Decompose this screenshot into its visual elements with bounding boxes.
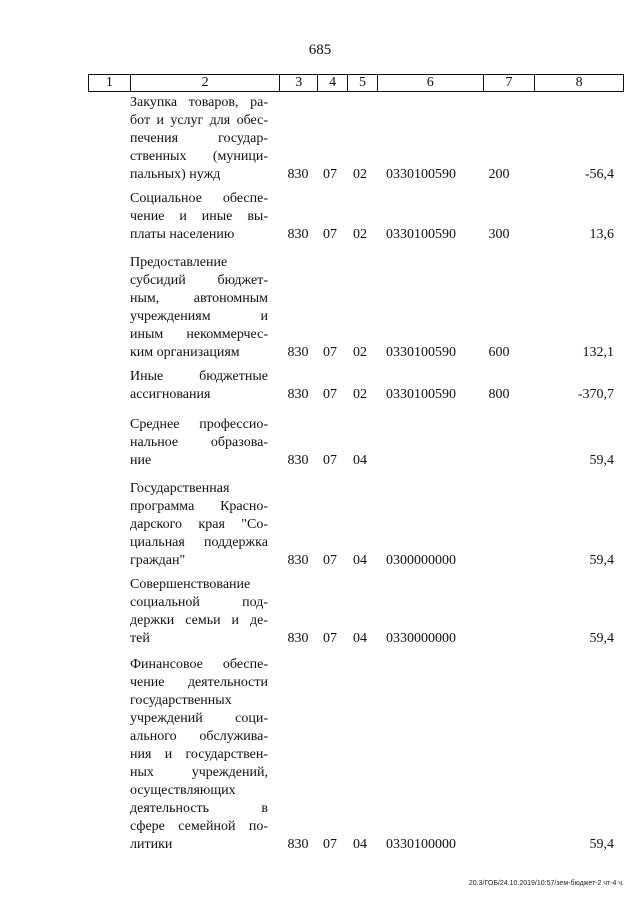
cell-col-4: 07 bbox=[323, 167, 337, 182]
description-line: ассигнования bbox=[130, 387, 211, 402]
description-line: циальная поддержка bbox=[130, 535, 268, 550]
description-line: ального обслужива- bbox=[130, 729, 268, 744]
row-description bbox=[130, 416, 268, 470]
row-description bbox=[130, 576, 268, 648]
page-number: 685 bbox=[308, 42, 332, 58]
description-line: ных учреждений, bbox=[130, 765, 268, 780]
header-col-5: 5 bbox=[348, 75, 378, 91]
cell-col-4: 07 bbox=[323, 631, 337, 646]
cell-col-7: 200 bbox=[488, 167, 510, 182]
description-line: программа Красно- bbox=[130, 499, 268, 514]
description-line: Государственная bbox=[130, 481, 230, 496]
cell-col-3: 830 bbox=[287, 631, 309, 646]
header-col-2: 2 bbox=[131, 75, 280, 91]
cell-col-5: 02 bbox=[353, 167, 367, 182]
cell-col-6: 0300000000 bbox=[386, 553, 456, 568]
cell-col-5: 04 bbox=[353, 631, 367, 646]
description-line: нальное образова- bbox=[130, 435, 268, 450]
description-line: Финансовое обеспе- bbox=[130, 657, 268, 672]
table-header bbox=[88, 74, 624, 92]
cell-col-8: 59,4 bbox=[589, 631, 614, 646]
description-line: социальной под- bbox=[130, 595, 268, 610]
cell-col-5: 04 bbox=[353, 837, 367, 852]
header-col-8: 8 bbox=[575, 75, 583, 90]
cell-col-6: 0330100590 bbox=[386, 387, 456, 402]
description-line: Иные бюджетные bbox=[130, 369, 268, 384]
table-row bbox=[0, 416, 640, 470]
description-line: Предоставление bbox=[130, 255, 228, 270]
description-line: сфере семейной по- bbox=[130, 819, 268, 834]
description-line: субсидий бюджет- bbox=[130, 273, 268, 288]
cell-col-4: 07 bbox=[323, 345, 337, 360]
header-col-6: 6 bbox=[378, 75, 484, 91]
row-description bbox=[130, 254, 268, 362]
description-line: печения государ- bbox=[130, 131, 268, 146]
cell-col-6: 0330100590 bbox=[386, 167, 456, 182]
description-line: иным некоммерчес- bbox=[130, 327, 268, 342]
cell-col-3: 830 bbox=[287, 387, 309, 402]
description-line: Совершенствование bbox=[130, 577, 251, 592]
description-line: ным, автономным bbox=[130, 291, 268, 306]
row-description bbox=[130, 656, 268, 854]
cell-col-7: 800 bbox=[488, 387, 510, 402]
header-col-1: 1 bbox=[89, 75, 131, 91]
cell-col-6: 0330100590 bbox=[386, 227, 456, 242]
header-col-3: 3 bbox=[280, 75, 318, 91]
description-line: Среднее профессио- bbox=[130, 417, 268, 432]
description-line: осуществляющих bbox=[130, 783, 236, 798]
description-line: платы населению bbox=[130, 227, 235, 242]
description-line: бот и услуг для обес- bbox=[130, 113, 268, 128]
description-line: дарского края "Со- bbox=[130, 517, 268, 532]
description-line: деятельность в bbox=[130, 801, 268, 816]
table-row bbox=[0, 190, 640, 244]
description-line: Социальное обеспе- bbox=[130, 191, 268, 206]
cell-col-5: 02 bbox=[353, 387, 367, 402]
description-line: ние bbox=[130, 453, 152, 468]
row-description bbox=[130, 368, 268, 404]
cell-col-4: 07 bbox=[323, 227, 337, 242]
cell-col-8: 132,1 bbox=[582, 345, 614, 360]
cell-col-8: -370,7 bbox=[577, 387, 614, 402]
cell-col-7: 600 bbox=[488, 345, 510, 360]
description-line: чение деятельности bbox=[130, 675, 268, 690]
cell-col-5: 04 bbox=[353, 553, 367, 568]
description-line: граждан" bbox=[130, 553, 186, 568]
row-description bbox=[130, 94, 268, 184]
description-line: пальных) нужд bbox=[130, 167, 221, 182]
cell-col-3: 830 bbox=[287, 553, 309, 568]
table-row bbox=[0, 254, 640, 362]
table-row bbox=[0, 94, 640, 184]
cell-col-4: 07 bbox=[323, 453, 337, 468]
cell-col-4: 07 bbox=[323, 553, 337, 568]
cell-col-3: 830 bbox=[287, 345, 309, 360]
cell-col-6: 0330100590 bbox=[386, 345, 456, 360]
row-description bbox=[130, 190, 268, 244]
row-description bbox=[130, 480, 268, 570]
description-line: учреждений соци- bbox=[130, 711, 268, 726]
header-col-4: 4 bbox=[318, 75, 348, 91]
table-row bbox=[0, 576, 640, 648]
description-line: ния и государствен- bbox=[130, 747, 268, 762]
cell-col-4: 07 bbox=[323, 387, 337, 402]
cell-col-8: 59,4 bbox=[589, 453, 614, 468]
cell-col-3: 830 bbox=[287, 227, 309, 242]
description-line: держки семьи и де- bbox=[130, 613, 268, 628]
table-row bbox=[0, 368, 640, 404]
cell-col-4: 07 bbox=[323, 837, 337, 852]
description-line: государственных bbox=[130, 693, 232, 708]
cell-col-6: 0330100000 bbox=[386, 837, 456, 852]
cell-col-8: 13,6 bbox=[589, 227, 614, 242]
description-line: ственных (муници- bbox=[130, 149, 268, 164]
footer-stamp: 20.3/ГОБ/24.10.2019/10:57/зем-бюджет-2 чт-4 ч. bbox=[468, 880, 624, 887]
cell-col-7: 300 bbox=[488, 227, 510, 242]
cell-col-5: 04 bbox=[353, 453, 367, 468]
description-line: ким организациям bbox=[130, 345, 240, 360]
cell-col-8: -56,4 bbox=[584, 167, 614, 182]
cell-col-3: 830 bbox=[287, 167, 309, 182]
cell-col-8: 59,4 bbox=[589, 837, 614, 852]
description-line: Закупка товаров, ра- bbox=[130, 95, 268, 110]
cell-col-5: 02 bbox=[353, 345, 367, 360]
table-row bbox=[0, 480, 640, 570]
table-row bbox=[0, 656, 640, 854]
cell-col-5: 02 bbox=[353, 227, 367, 242]
cell-col-6: 0330000000 bbox=[386, 631, 456, 646]
cell-col-3: 830 bbox=[287, 837, 309, 852]
description-line: литики bbox=[130, 837, 173, 852]
description-line: чение и иные вы- bbox=[130, 209, 268, 224]
description-line: тей bbox=[130, 631, 150, 646]
cell-col-8: 59,4 bbox=[589, 553, 614, 568]
header-col-7: 7 bbox=[484, 75, 536, 91]
cell-col-3: 830 bbox=[287, 453, 309, 468]
description-line: учреждениям и bbox=[130, 309, 268, 324]
